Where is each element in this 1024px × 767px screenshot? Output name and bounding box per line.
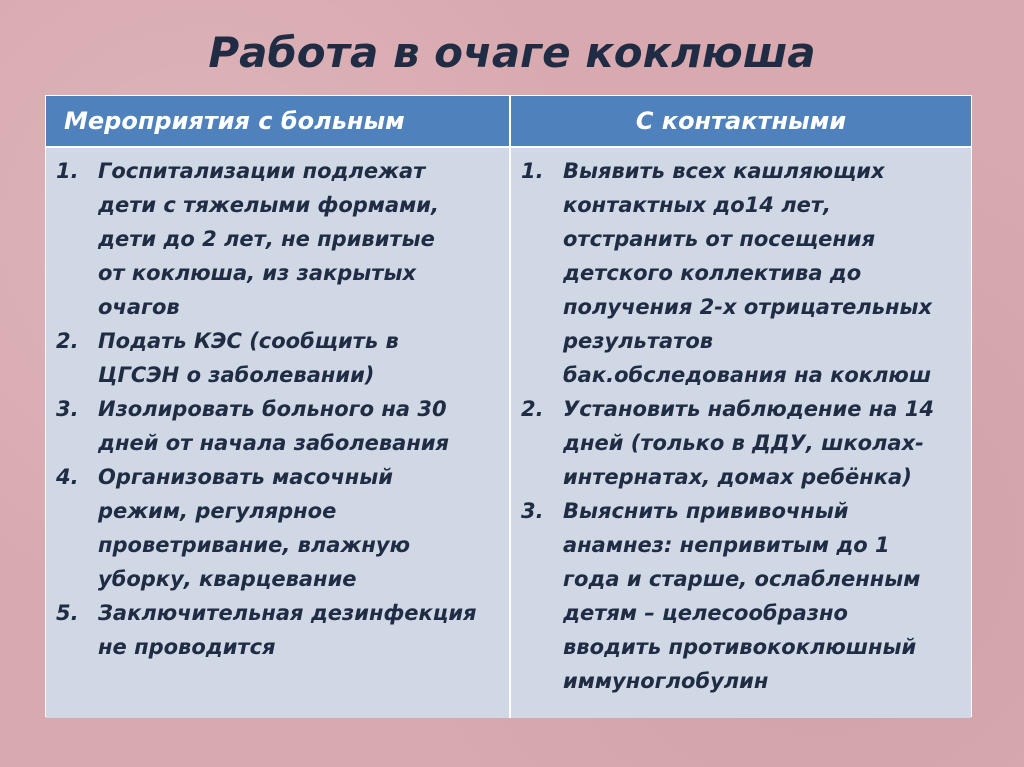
item-number: 4.: [56, 465, 79, 489]
item-line: дети до 2 лет, не привитые: [98, 227, 435, 251]
item-line: результатов: [563, 329, 714, 353]
list-item: [521, 154, 971, 392]
item-line: детям – целесообразно: [563, 601, 848, 625]
item-line: от коклюша, из закрытых: [98, 261, 416, 285]
list-item: [521, 392, 971, 494]
item-line: уборку, кварцевание: [98, 567, 357, 591]
item-line: детского коллектива до: [563, 261, 862, 285]
list-item: [56, 460, 509, 596]
item-text: [563, 154, 932, 392]
contact-measures-list: [511, 148, 971, 718]
item-line: анамнез: непривитым до 1: [563, 533, 890, 557]
item-number: 3.: [56, 397, 79, 421]
item-line: Выявить всех кашляющих: [563, 159, 885, 183]
item-line: Изолировать больного на 30: [98, 397, 447, 421]
item-line: дети с тяжелыми формами,: [98, 193, 440, 217]
patient-measures-list: [46, 148, 511, 718]
list-item: [521, 494, 971, 698]
item-number: 2.: [56, 329, 79, 353]
item-line: Подать КЭС (сообщить в: [98, 329, 399, 353]
item-text: [98, 460, 410, 596]
item-number: 2.: [521, 397, 544, 421]
list-item: [56, 392, 509, 460]
list-item: [56, 324, 509, 392]
item-line: проветривание, влажную: [98, 533, 410, 557]
item-line: отстранить от посещения: [563, 227, 876, 251]
item-line: иммуноглобулин: [563, 669, 769, 693]
item-line: очагов: [98, 295, 180, 319]
item-line: интернатах, домах ребёнка): [563, 465, 912, 489]
item-line: не проводится: [98, 635, 276, 659]
item-line: Выяснить прививочный: [563, 499, 849, 523]
item-number: 1.: [521, 159, 544, 183]
item-number: 5.: [56, 601, 79, 625]
item-line: контактных до14 лет,: [563, 193, 832, 217]
item-text: [563, 494, 920, 698]
item-text: [98, 154, 439, 324]
item-line: года и старше, ослабленным: [563, 567, 921, 591]
list-item: [56, 596, 509, 664]
item-text: [98, 392, 449, 460]
table-header: [46, 96, 971, 146]
item-number: 3.: [521, 499, 544, 523]
list-item: [56, 154, 509, 324]
measures-table: [45, 95, 972, 717]
item-line: бак.обследования на коклюш: [563, 363, 932, 387]
item-line: вводить противококлюшный: [563, 635, 917, 659]
header-contacts: С контактными: [635, 107, 847, 135]
item-text: [98, 324, 399, 392]
item-line: получения 2-х отрицательных: [563, 295, 933, 319]
slide-title: Работа в очаге коклюша: [208, 28, 816, 77]
table-body: [46, 146, 971, 718]
item-line: дней от начала заболевания: [98, 431, 450, 455]
item-number: 1.: [56, 159, 79, 183]
item-line: дней (только в ДДУ, школах-: [563, 431, 924, 455]
item-line: ЦГСЭН о заболевании): [98, 363, 375, 387]
item-line: режим, регулярное: [98, 499, 337, 523]
item-text: [563, 392, 934, 494]
header-patient: Мероприятия с больным: [46, 96, 511, 146]
item-text: [98, 596, 477, 664]
item-line: Госпитализации подлежат: [98, 159, 426, 183]
item-line: Заключительная дезинфекция: [98, 601, 477, 625]
item-line: Организовать масочный: [98, 465, 393, 489]
item-line: Установить наблюдение на 14: [563, 397, 935, 421]
